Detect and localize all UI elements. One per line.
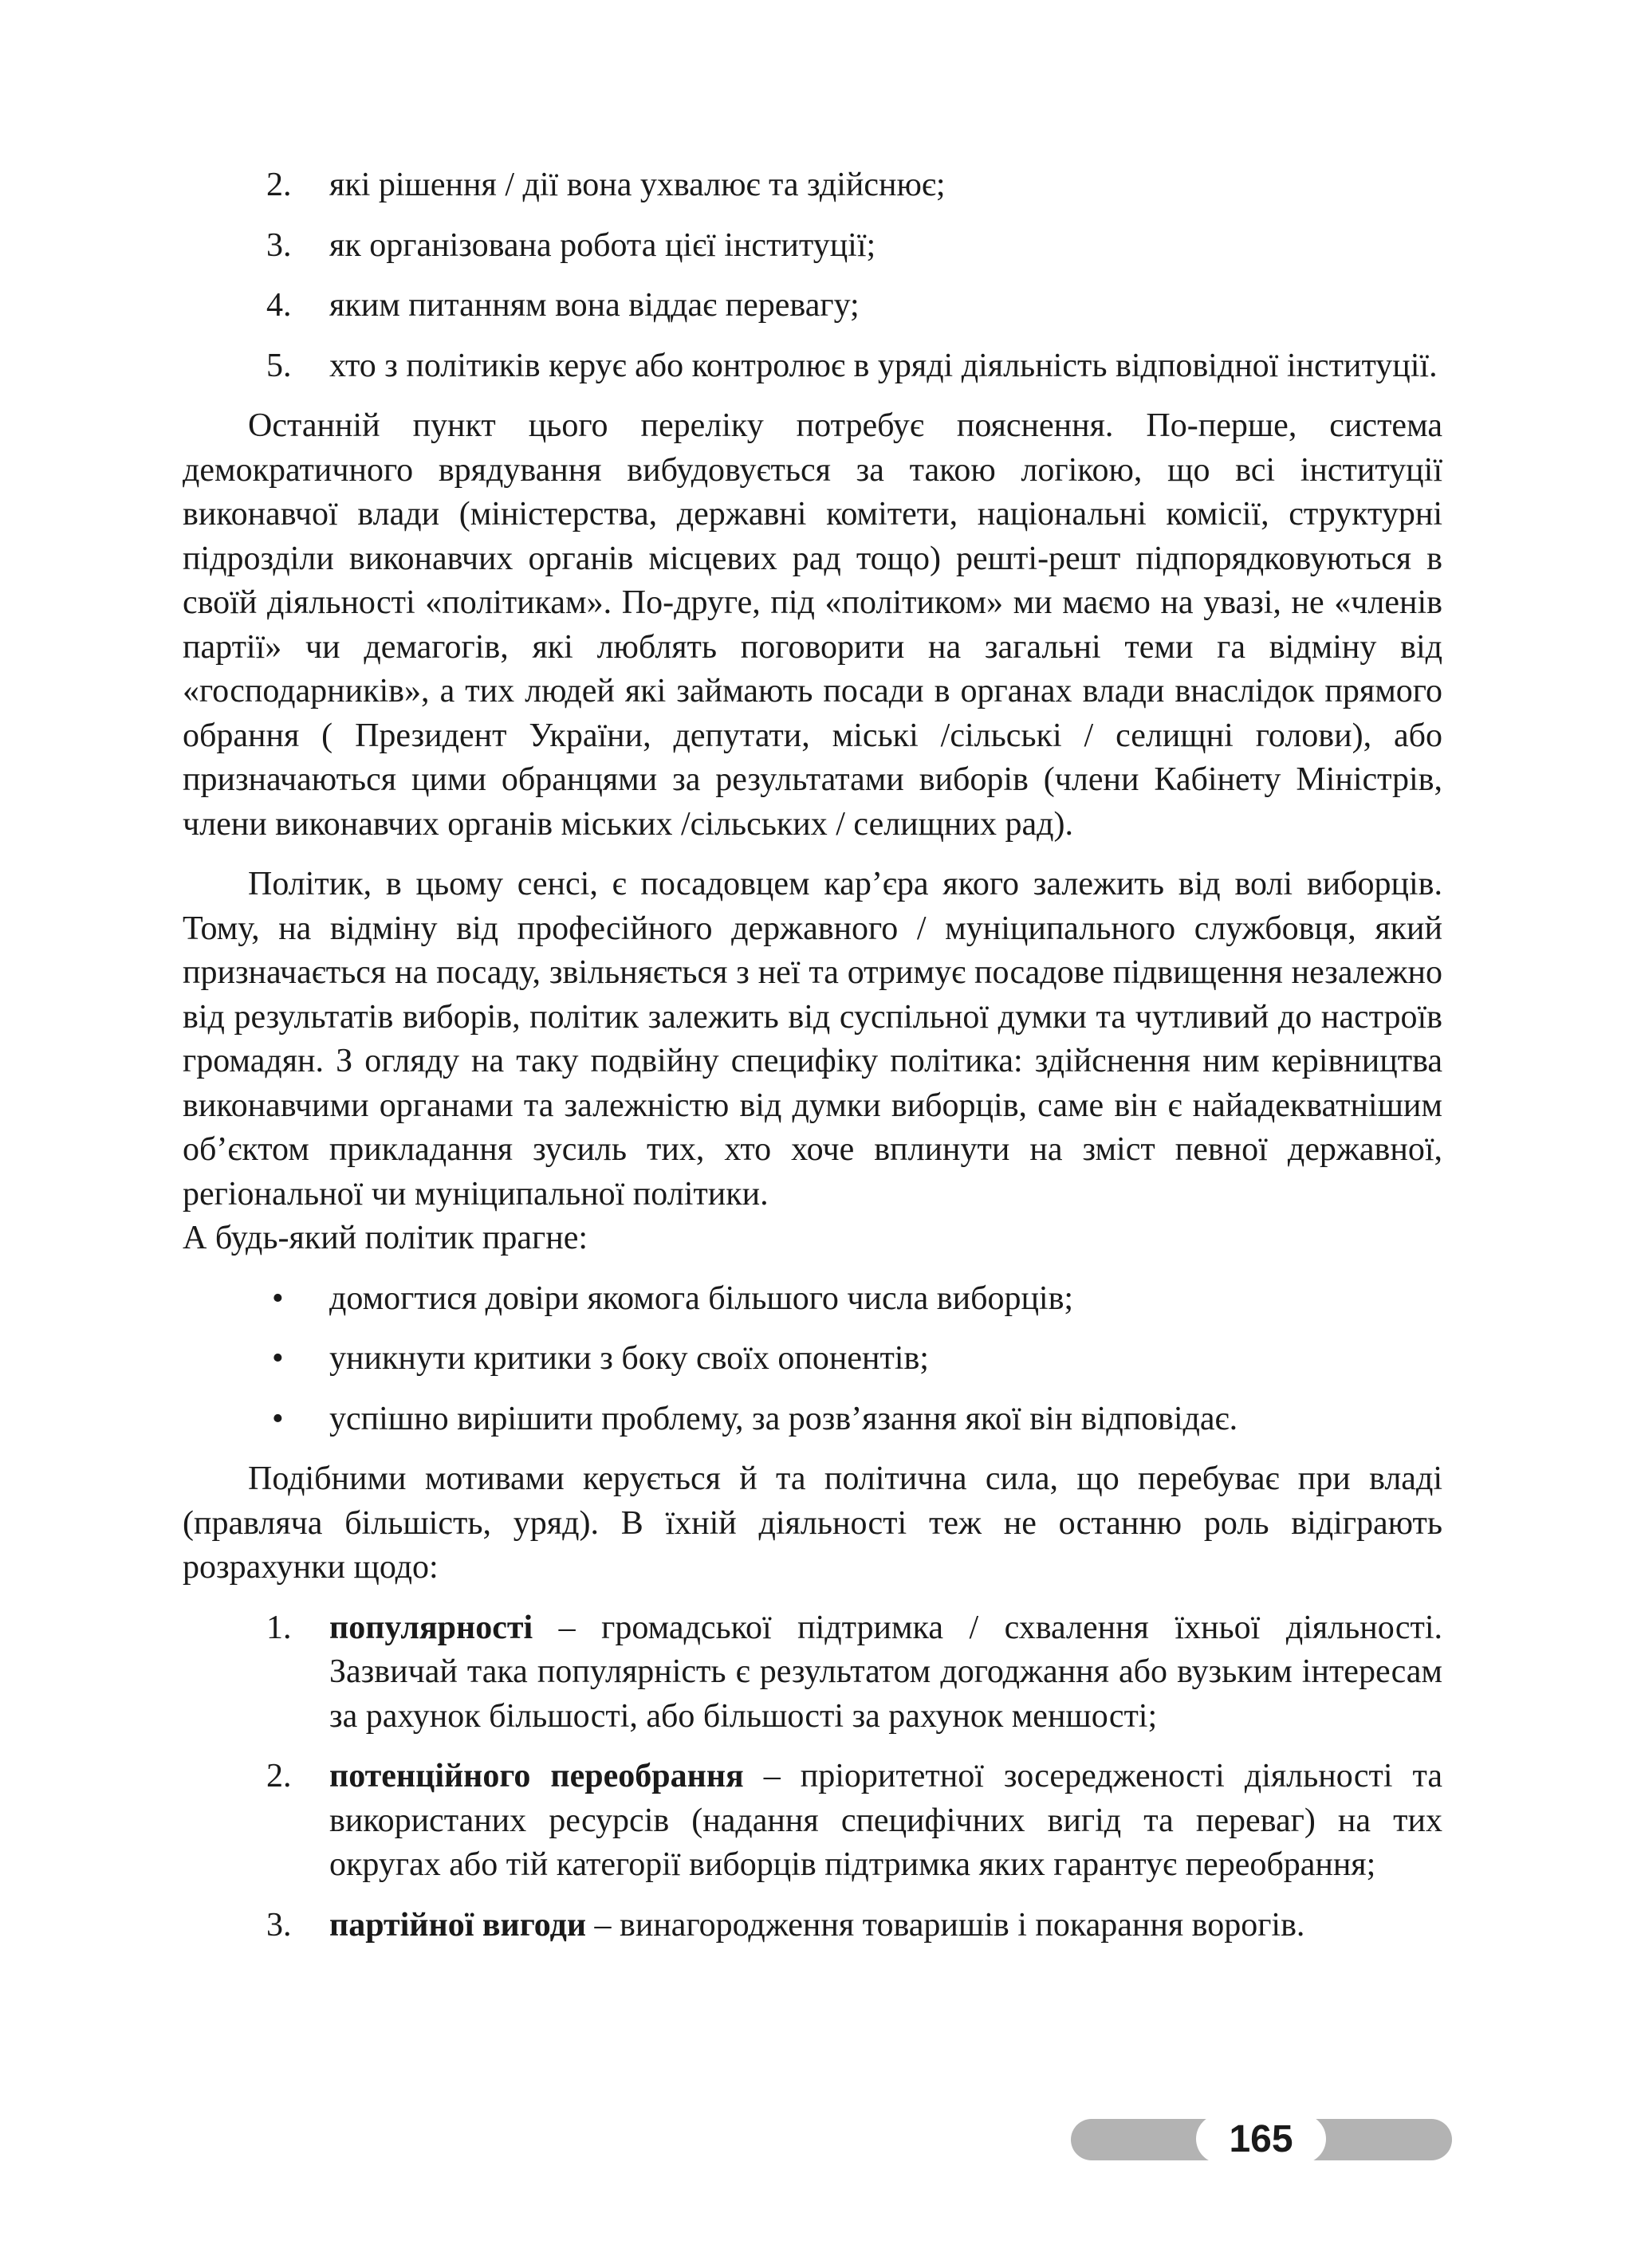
list-item-text: які рішення / дії вона ухвалює та здійснює; [329,167,946,203]
list-item-number: 1. [266,1609,292,1646]
list-item-number: 5. [266,347,292,384]
list-item-term: потенційного переобрання [329,1758,744,1794]
list-item-text: – винагородження товаришів і покарання ворогів. [586,1906,1305,1944]
numbered-list-first [183,163,1442,388]
list-item [183,1755,1442,1888]
bullet-marker: • [272,1279,284,1317]
page-content [183,163,1442,1963]
bullet-item [183,1397,1442,1442]
numbered-list-second [183,1606,1442,1948]
bullet-item [183,1337,1442,1382]
bullet-text: успішно вирішити проблему, за розв’язання якої він відповідає. [329,1400,1238,1437]
bullet-marker: • [272,1400,284,1437]
list-item-number: 3. [266,226,292,264]
list-item-number: 3. [266,1906,292,1944]
list-item-text: як організована робота цієї інституції; [329,226,876,264]
list-item [183,284,1442,328]
bullet-item [183,1277,1442,1322]
paragraph-politician-tail: А будь-який політик прагне: [183,1220,588,1256]
list-item [183,1606,1442,1739]
list-item-number: 2. [266,167,292,203]
list-item [183,1904,1442,1948]
bullet-list [183,1277,1442,1442]
list-item [183,224,1442,269]
list-item-term: популярності [329,1609,533,1646]
list-item-number: 2. [266,1758,292,1794]
paragraph-politician-text: Політик, в цьому сенсі, є посадовцем кар’єра якого залежить від волі виборців. Тому, на відміну від професійного державного / муніципального службовця, який призначається на посаду, звільняється з неї та отримує посадове підвищення незалежно від результатів виборів, політик залежить від суспільної думки та чутливий до настроїв громадян. З огляду на таку подвійну специфіку політика: здійснення ним керівництва виконавчими органами та залежністю від думки виборців, саме він є найадекватнішим об’єктом прикладання зусиль тих, хто хоче вплинути на зміст певної державної, регіональної чи муніципальної політики. [183,866,1442,1213]
list-item-text: – пріоритетної зосередженості діяльності та використаних ресурсів (надання специфічних вигід та переваг) на тих округах або тій категорії виборців підтримка яких гарантує переобрання; [329,1758,1442,1883]
list-item [183,163,1442,208]
list-item-number: 4. [266,287,292,324]
bullet-text: уникнути критики з боку своїх опонентів; [329,1340,929,1377]
list-item-text: яким питанням вона віддає перевагу; [329,287,860,324]
bullet-marker: • [272,1340,284,1377]
paragraph-ruling-force: Подібними мотивами керується й та політична сила, що перебуває при владі (правляча більшість, уряд). В їхній діяльності теж не останню роль відіграють розрахунки щодо: [183,1460,1442,1586]
list-item-term: партійної вигоди [329,1906,587,1944]
list-item-text: хто з політиків керує або контролює в уряді діяльність відповідної інституції. [329,347,1438,384]
bullet-text: домогтися довіри якомога більшого числа виборців; [329,1279,1074,1317]
list-item [183,344,1442,389]
paragraph-explanation: Останній пункт цього переліку потребує пояснення. По-перше, система демократичного врядування вибудовується за такою логікою, що всі інституції виконавчої влади (міністерства, державні комітети, національні комісії, структурні підрозділи виконавчих органів місцевих рад тощо) решті-решт підпорядковуються в своїй діяльності «політикам». По-друге, під «політиком» ми маємо на увазі, не «членів партії» чи демагогів, які люблять поговорити на загальні теми га відміну від «господарників», а тих людей які займають посади в органах влади внаслідок прямого обрання ( Президент України, депутати, міські /сільські / селищні голови), або призначаються цими обранцями за результатами виборів (члени Кабінету Міністрів, члени виконавчих органів міських /сільських / селищних рад). [183,407,1442,843]
list-item-text: – громадської підтримка / схвалення їхньої діяльності. Зазвичай така популярність є результатом догоджання або вузьким інтересам за рахунок більшості, або більшості за рахунок меншості; [329,1609,1442,1735]
paragraph-politician [183,863,1442,1261]
page-number: 165 [1196,2114,1326,2164]
